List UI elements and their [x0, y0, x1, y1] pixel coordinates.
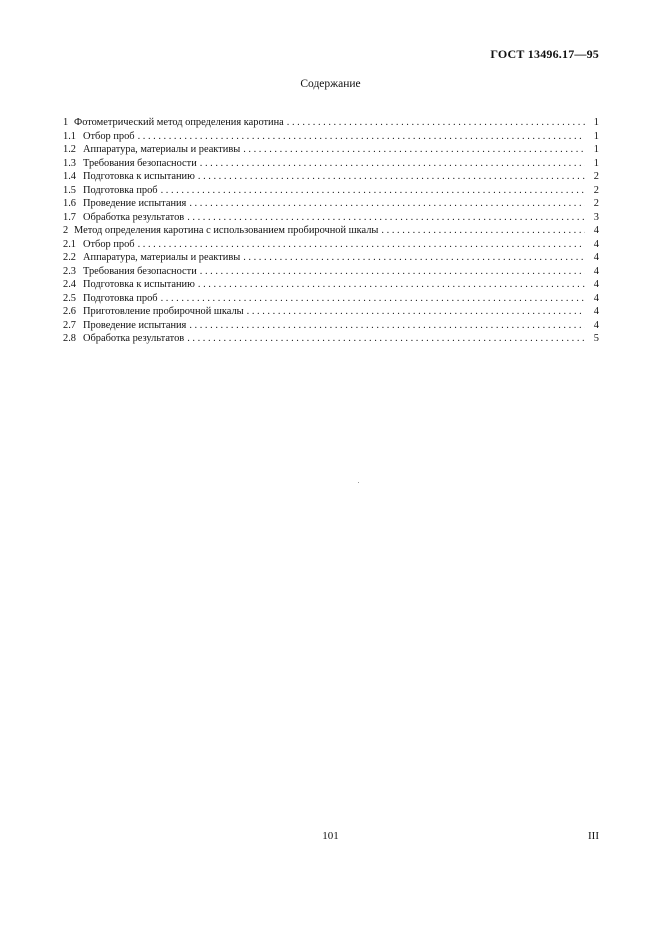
toc-entry[interactable] — [63, 170, 599, 184]
toc-dot-leader — [138, 130, 585, 144]
toc-entry-number: 2.6 — [63, 306, 76, 317]
toc-entry[interactable] — [63, 251, 599, 265]
toc-entry-page: 1 — [593, 130, 599, 142]
toc-entry-label: Фотометрический метод определения каротина — [74, 117, 284, 128]
toc-dot-leader — [243, 251, 585, 265]
toc-entry-number: 2.7 — [63, 319, 76, 331]
page-number: 101 — [322, 830, 339, 842]
toc-entry-number: 2.5 — [63, 292, 76, 304]
toc-dot-leader — [381, 224, 585, 238]
toc-entry-number: 2.4 — [63, 279, 76, 290]
toc-entry[interactable] — [63, 211, 599, 225]
toc-entry-number: 1 — [63, 117, 69, 128]
toc-entry-number: 1.1 — [63, 130, 76, 142]
toc-entry-label: Отбор проб — [83, 238, 135, 250]
toc-entry[interactable] — [63, 157, 599, 171]
toc-entry-number: 2.3 — [63, 265, 76, 277]
toc-dot-leader — [200, 265, 585, 279]
toc-entry-label: Подготовка проб — [83, 292, 158, 304]
toc-entry[interactable] — [63, 292, 599, 306]
table-of-contents — [63, 116, 599, 346]
toc-entry-label: Подготовка проб — [83, 184, 158, 196]
toc-entry-number: 1.2 — [63, 144, 76, 155]
toc-entry-page: 1 — [593, 117, 599, 128]
toc-entry-label: Подготовка к испытанию — [83, 171, 195, 182]
toc-dot-leader — [138, 238, 585, 252]
page-title: Содержание — [300, 78, 361, 90]
roman-page-number: III — [588, 830, 599, 842]
toc-entry-number: 1.4 — [63, 171, 76, 182]
toc-entry-number: 1.6 — [63, 198, 76, 209]
toc-entry-page: 5 — [593, 333, 599, 344]
toc-entry[interactable] — [63, 143, 599, 157]
toc-dot-leader — [198, 278, 585, 292]
toc-entry-label: Аппаратура, материалы и реактивы — [83, 252, 241, 263]
toc-entry[interactable] — [63, 238, 599, 252]
toc-entry-page: 1 — [593, 144, 599, 155]
toc-entry-page: 3 — [593, 211, 599, 223]
toc-entry-number: 1.7 — [63, 211, 76, 223]
toc-entry-page: 2 — [593, 171, 599, 182]
scan-speck — [358, 482, 359, 483]
toc-entry-label: Отбор проб — [83, 130, 135, 142]
toc-entry-label: Подготовка к испытанию — [83, 279, 195, 290]
toc-entry-label: Обработка результатов — [83, 333, 185, 344]
toc-entry-page: 4 — [593, 292, 599, 304]
toc-entry-number: 1.3 — [63, 157, 76, 169]
toc-dot-leader — [187, 211, 585, 225]
toc-entry-page: 4 — [593, 225, 599, 236]
toc-entry-page: 2 — [593, 198, 599, 209]
toc-entry[interactable] — [63, 130, 599, 144]
toc-entry-label: Требования безопасности — [83, 157, 197, 169]
toc-entry-page: 1 — [593, 157, 599, 169]
toc-dot-leader — [187, 332, 585, 346]
toc-entry-page: 4 — [593, 265, 599, 277]
toc-entry-label: Приготовление пробирочной шкалы — [83, 306, 244, 317]
toc-entry-label: Проведение испытания — [83, 319, 187, 331]
toc-entry-page: 2 — [593, 184, 599, 196]
toc-entry-label: Аппаратура, материалы и реактивы — [83, 144, 241, 155]
toc-dot-leader — [287, 116, 585, 130]
toc-entry[interactable] — [63, 197, 599, 211]
toc-dot-leader — [189, 197, 585, 211]
toc-entry-number: 2.2 — [63, 252, 76, 263]
toc-entry[interactable] — [63, 265, 599, 279]
toc-entry-number: 2 — [63, 225, 69, 236]
toc-entry[interactable] — [63, 305, 599, 319]
document-header: ГОСТ 13496.17—95 — [490, 47, 599, 61]
toc-entry-number: 2.8 — [63, 333, 76, 344]
toc-entry-page: 4 — [593, 279, 599, 290]
toc-dot-leader — [198, 170, 585, 184]
toc-dot-leader — [247, 305, 585, 319]
toc-entry[interactable] — [63, 116, 599, 130]
toc-entry[interactable] — [63, 184, 599, 198]
toc-entry-number: 2.1 — [63, 238, 76, 250]
toc-entry[interactable] — [63, 319, 599, 333]
toc-dot-leader — [243, 143, 585, 157]
toc-entry-label: Обработка результатов — [83, 211, 185, 223]
toc-dot-leader — [189, 319, 585, 333]
toc-entry[interactable] — [63, 332, 599, 346]
toc-entry-page: 4 — [593, 306, 599, 317]
toc-entry-page: 4 — [593, 319, 599, 331]
toc-entry-label: Метод определения каротина с использованием пробирочной шкалы — [74, 225, 379, 236]
toc-dot-leader — [200, 157, 585, 171]
toc-entry[interactable] — [63, 224, 599, 238]
toc-entry-page: 4 — [593, 238, 599, 250]
toc-entry-label: Проведение испытания — [83, 198, 187, 209]
toc-entry-number: 1.5 — [63, 184, 76, 196]
toc-entry[interactable] — [63, 278, 599, 292]
toc-entry-page: 4 — [593, 252, 599, 263]
toc-dot-leader — [161, 184, 585, 198]
toc-entry-label: Требования безопасности — [83, 265, 197, 277]
toc-dot-leader — [161, 292, 585, 306]
